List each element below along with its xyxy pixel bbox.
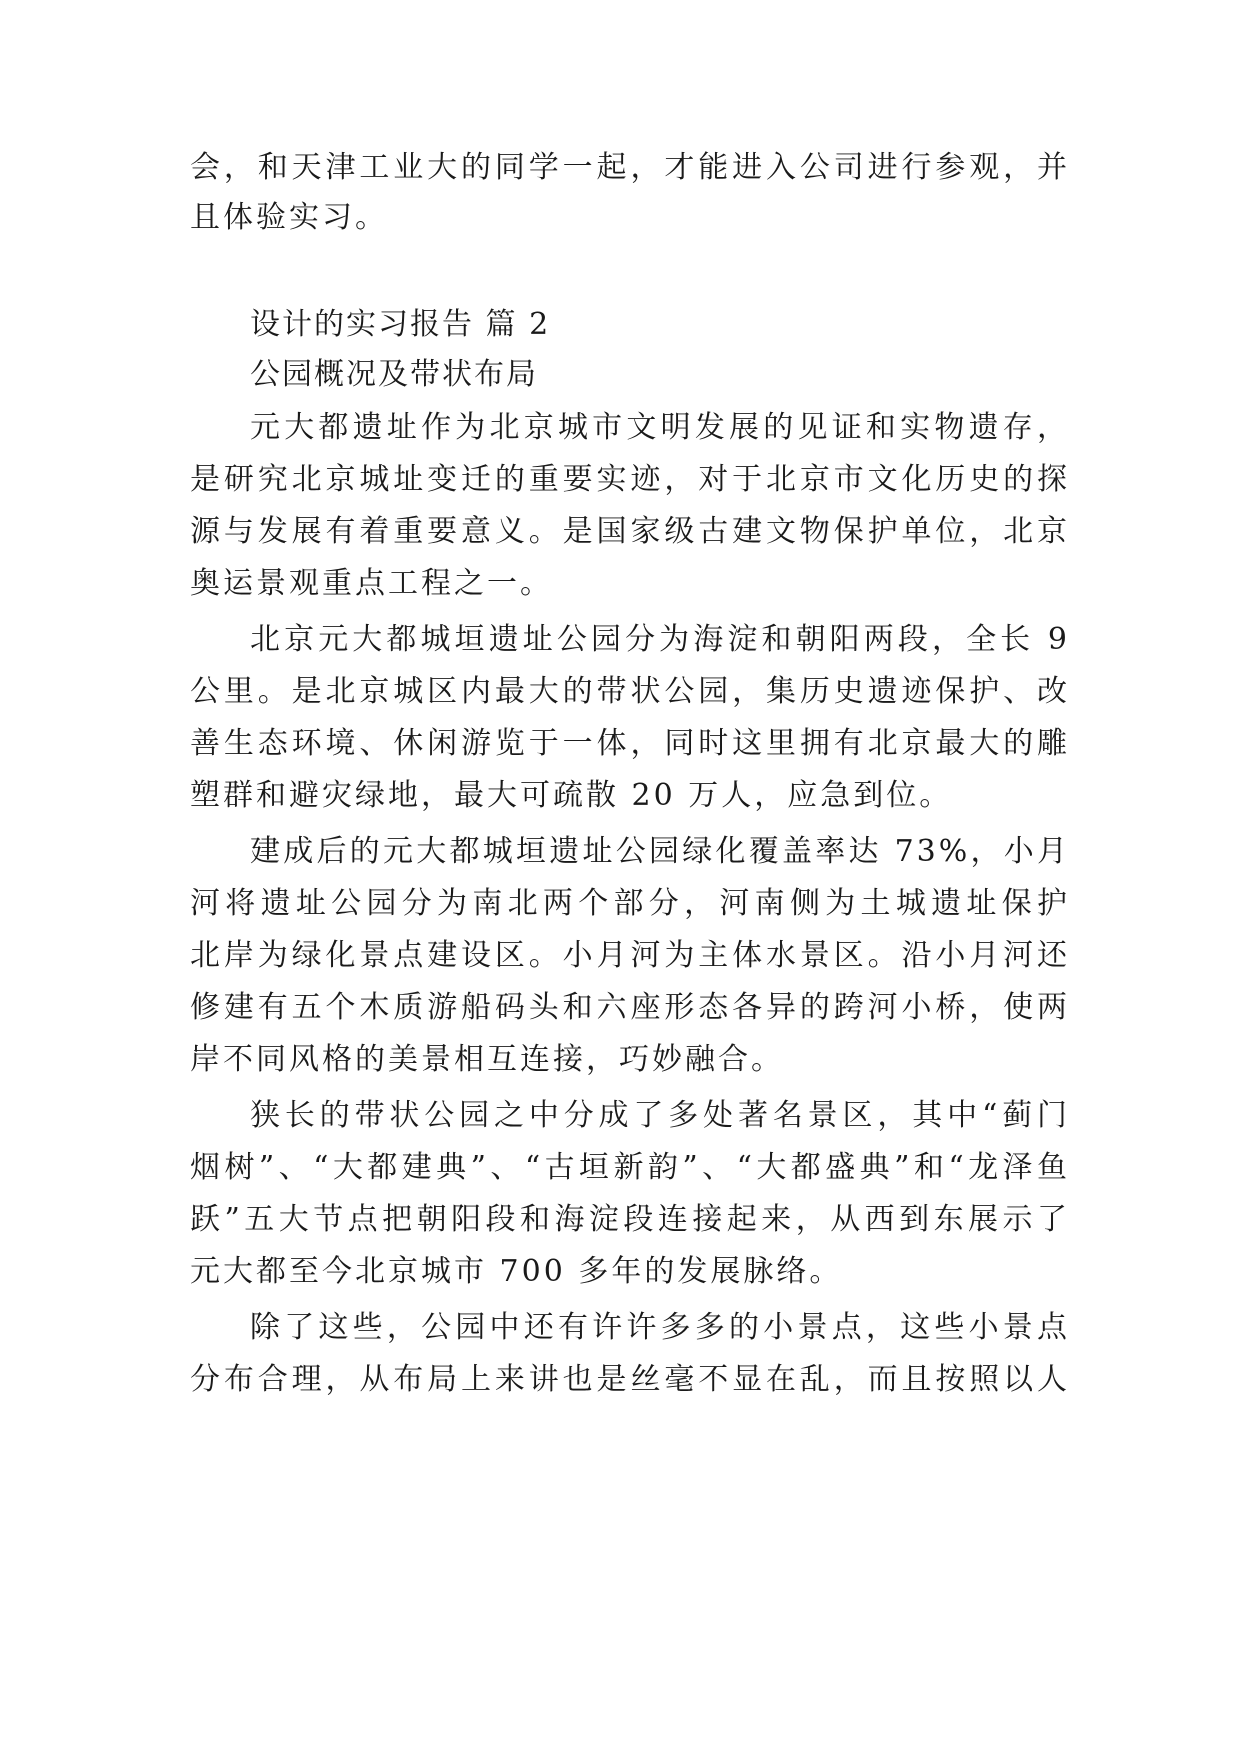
paragraph-line: 烟树”、“大都建典”、“古垣新韵”、“大都盛典”和“龙泽鱼 bbox=[190, 1150, 1070, 1185]
continuation-line: 且体验实习。 bbox=[190, 200, 388, 235]
paragraph-line: 河将遗址公园分为南北两个部分，河南侧为土城遗址保护 bbox=[190, 886, 1070, 921]
paragraph-line: 跃”五大节点把朝阳段和海淀段连接起来，从西到东展示了 bbox=[190, 1202, 1070, 1237]
paragraph-line: 是研究北京城址变迁的重要实迹，对于北京市文化历史的探 bbox=[190, 462, 1070, 497]
paragraph-line: 岸不同风格的美景相互连接，巧妙融合。 bbox=[190, 1042, 784, 1077]
paragraph-line: 分布合理，从布局上来讲也是丝毫不显在乱，而且按照以人 bbox=[190, 1362, 1070, 1397]
paragraph-line: 塑群和避灾绿地，最大可疏散 20 万人，应急到位。 bbox=[190, 778, 953, 813]
paragraph-line: 元大都至今北京城市 700 多年的发展脉络。 bbox=[190, 1254, 843, 1289]
paragraph-line: 北京元大都城垣遗址公园分为海淀和朝阳两段，全长 9 bbox=[250, 622, 1070, 657]
paragraph-line: 奥运景观重点工程之一。 bbox=[190, 566, 553, 601]
paragraph-line: 北岸为绿化景点建设区。小月河为主体水景区。沿小月河还 bbox=[190, 938, 1070, 973]
paragraph-line: 公里。是北京城区内最大的带状公园，集历史遗迹保护、改 bbox=[190, 674, 1070, 709]
paragraph-line: 善生态环境、休闲游览于一体，同时这里拥有北京最大的雕 bbox=[190, 726, 1070, 761]
paragraph-line: 源与发展有着重要意义。是国家级古建文物保护单位，北京 bbox=[190, 514, 1070, 549]
paragraph-line: 修建有五个木质游船码头和六座形态各异的跨河小桥，使两 bbox=[190, 990, 1070, 1025]
continuation-line: 会，和天津工业大的同学一起，才能进入公司进行参观，并 bbox=[190, 150, 1070, 185]
paragraph-line: 狭长的带状公园之中分成了多处著名景区，其中“蓟门 bbox=[250, 1098, 1070, 1133]
section-subtitle: 公园概况及带状布局 bbox=[250, 357, 538, 392]
paragraph-line: 建成后的元大都城垣遗址公园绿化覆盖率达 73%，小月 bbox=[250, 834, 1070, 869]
paragraph-line: 元大都遗址作为北京城市文明发展的见证和实物遗存， bbox=[250, 410, 1070, 445]
section-title: 设计的实习报告 篇 2 bbox=[250, 307, 551, 342]
paragraph-line: 除了这些，公园中还有许许多多的小景点，这些小景点 bbox=[250, 1310, 1070, 1345]
